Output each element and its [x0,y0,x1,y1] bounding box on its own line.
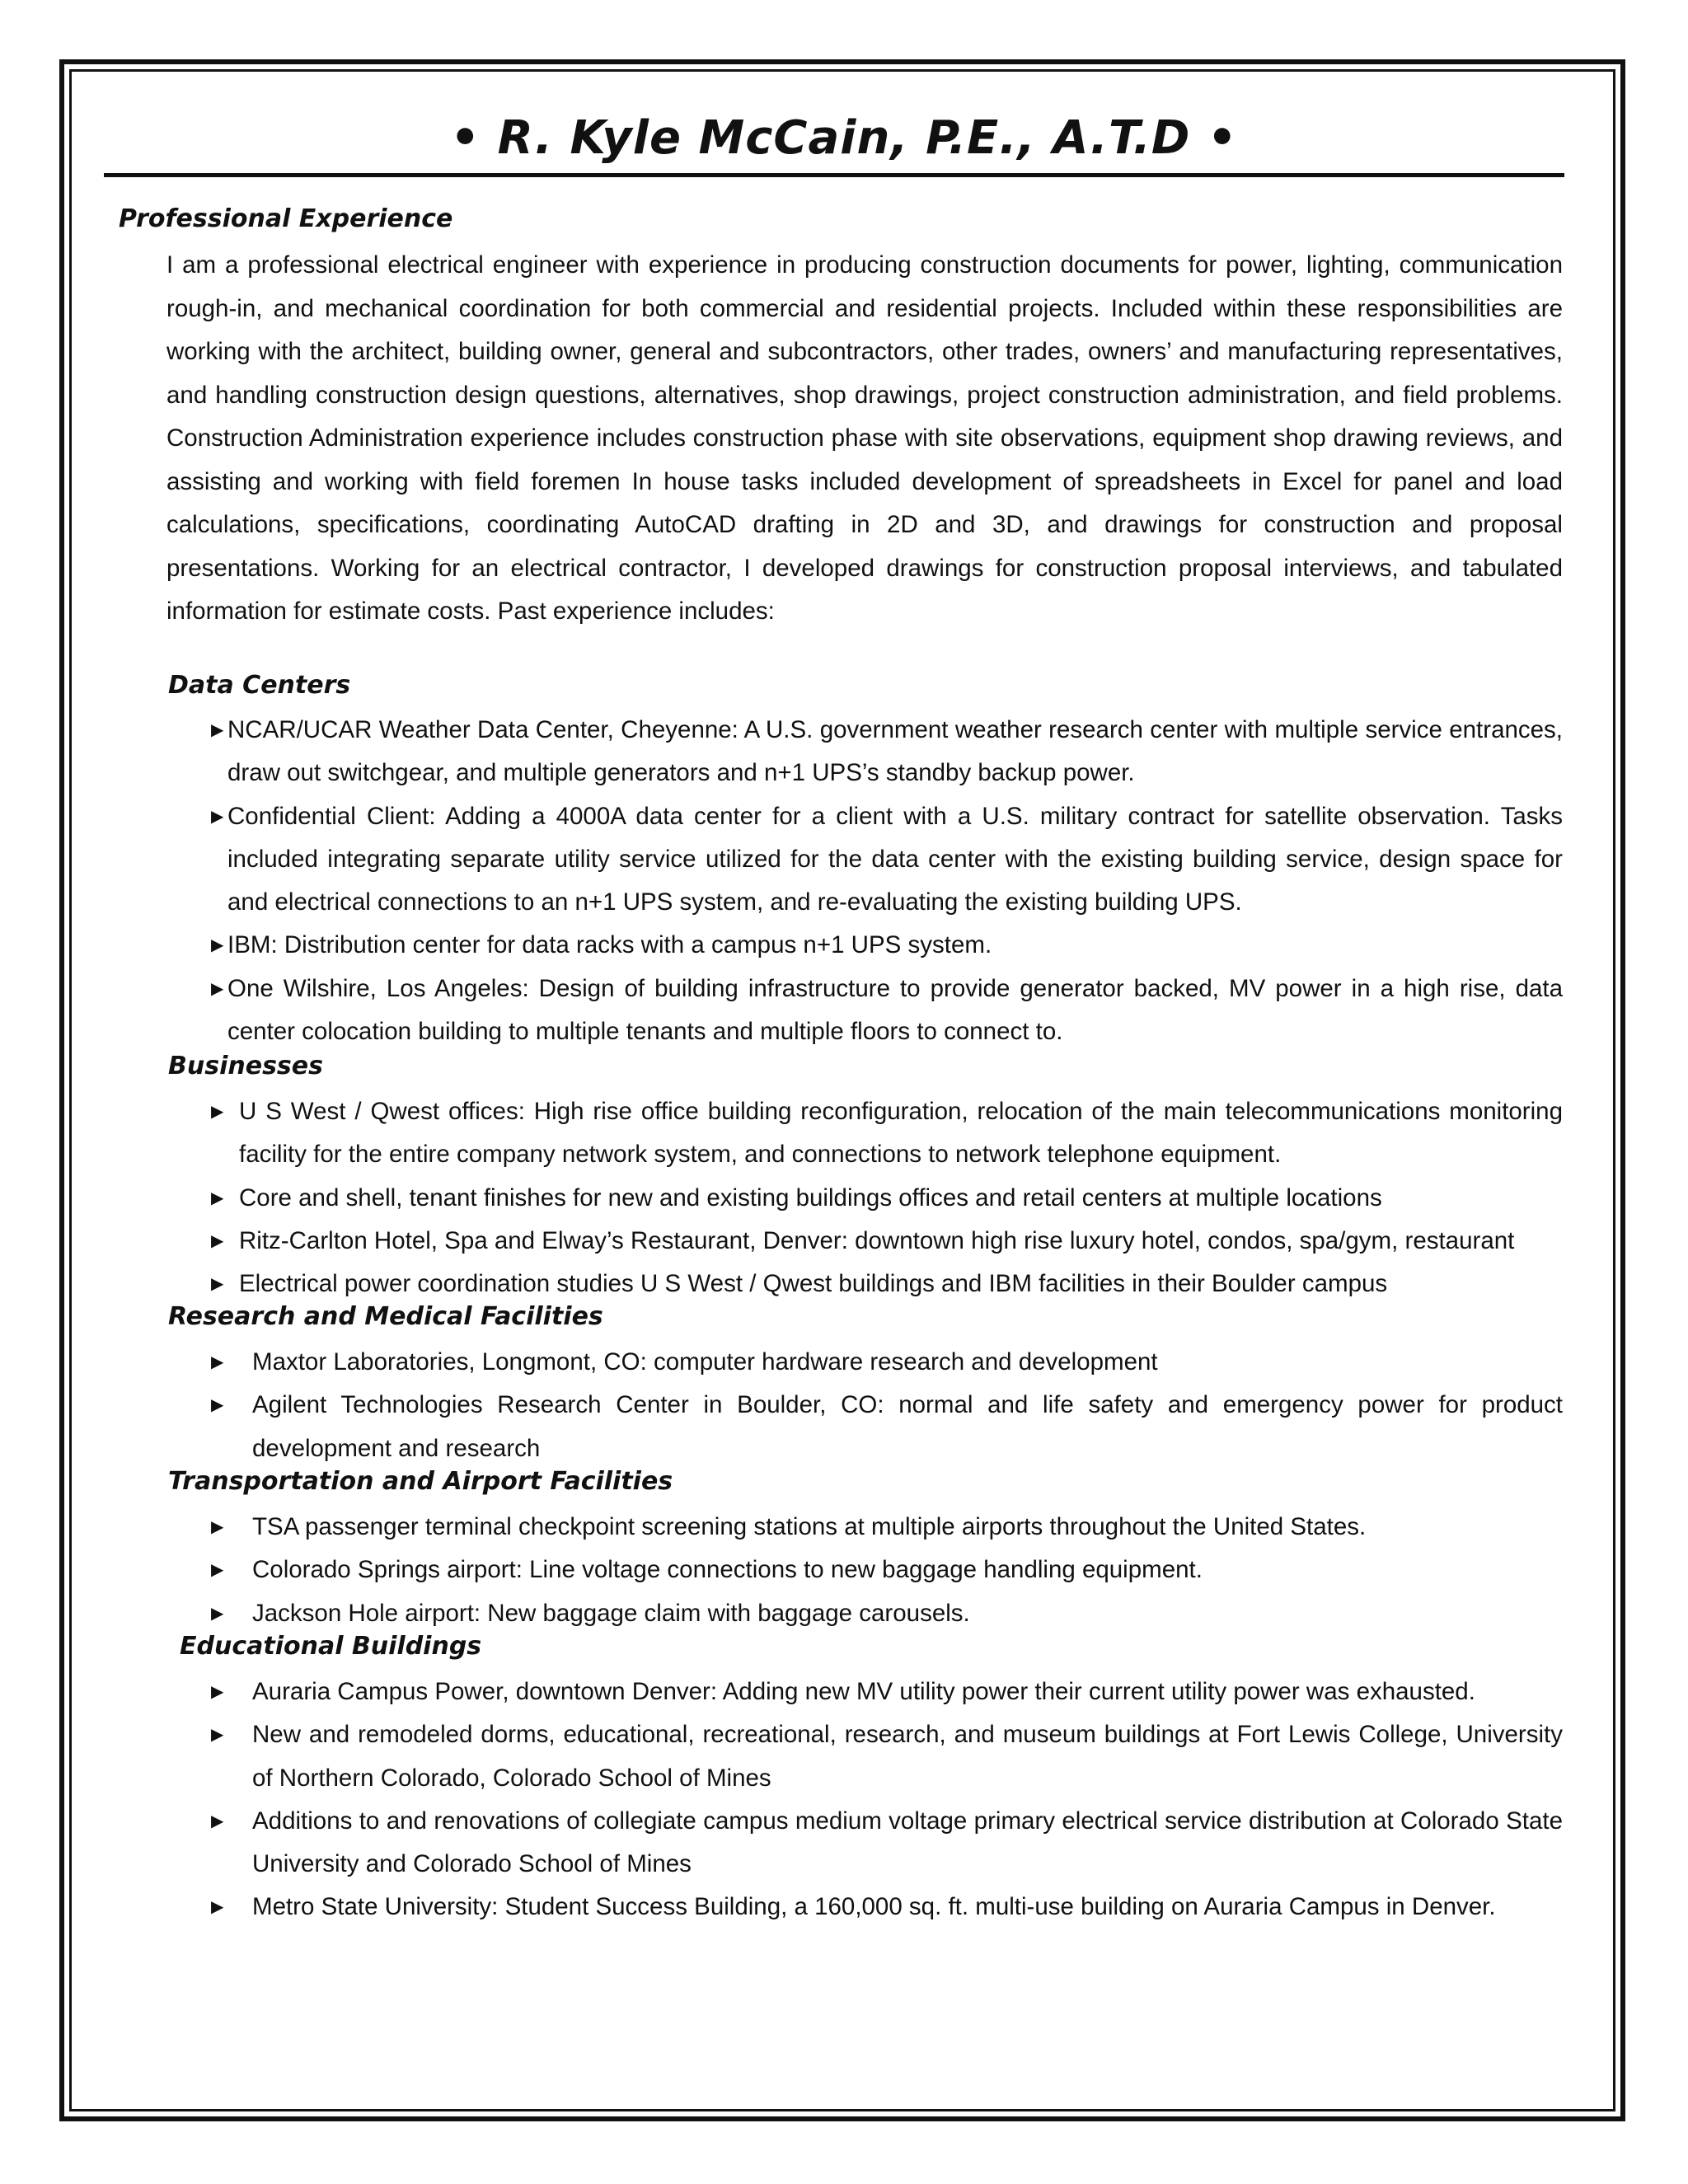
title-underline [104,173,1564,177]
triangle-bullet-icon: ▶ [211,1561,224,1580]
triangle-bullet-icon: ▶ [211,1518,224,1536]
list-item: ▶ Additions to and renovations of collegiate campus medium voltage primary electrical service distribution at Colorado State University and Colorado School of Mines [252,1800,1563,1886]
transportation-list [0,1506,1688,1635]
triangle-bullet-icon: ▶ [211,1811,224,1830]
triangle-bullet-icon: ▶ [211,1103,224,1121]
triangle-bullet-icon: ▶ [211,1604,224,1623]
educational-buildings-list [0,1671,1688,1929]
list-item: ▶ Ritz-Carlton Hotel, Spa and Elway’s Restaurant, Denver: downtown high rise luxury hotel, condos, spa/gym, restaurant [239,1220,1563,1263]
professional-experience-heading: Professional Experience [119,204,453,233]
triangle-bullet-icon: ▶ [211,1726,224,1745]
triangle-bullet-icon: ▶ [211,721,224,739]
businesses-heading: Businesses [168,1052,323,1080]
experience-summary: I am a professional electrical engineer with experience in producing construction documents for power, lighting, communication rough-in, and mechanical coordination for both commercial and residential projects. Included within these responsibilities are working with the architect, building owner, general and subcontractors, other trades, owners’ and manufacturing representatives, and handling construction design questions, alternatives, shop drawings, project construction administration, and field problems. Construction Administration experience includes construction phase with site observations, equipment shop drawing reviews, and assisting and working with field foremen In house tasks included development of spreadsheets in Excel for panel and load calculations, specifications, coordinating AutoCAD drafting in 2D and 3D, and drawings for construction and proposal presentations. Working for an electrical contractor, I developed drawings for construction proposal interviews, and tabulated information for estimate costs. Past experience includes: [166,251,1563,625]
triangle-bullet-icon: ▶ [211,1396,224,1415]
triangle-bullet-icon: ▶ [211,1898,224,1917]
research-medical-heading: Research and Medical Facilities [168,1302,603,1331]
educational-buildings-heading: Educational Buildings [180,1632,482,1661]
resume-name-title: • R. Kyle McCain, P.E., A.T.D • [450,111,1238,165]
list-item: ▶ Core and shell, tenant finishes for new and existing buildings offices and retail centers at multiple locations [239,1177,1563,1220]
list-item: ▶ Jackson Hole airport: New baggage claim with baggage carousels. [252,1592,1563,1635]
triangle-bullet-icon: ▶ [211,936,224,955]
triangle-bullet-icon: ▶ [211,807,224,826]
data-centers-heading: Data Centers [168,671,351,700]
list-item: ▶ NCAR/UCAR Weather Data Center, Cheyenne: A U.S. government weather research center with multiple service entrances, draw out switchgear, and multiple generators and n+1 UPS’s standby backup power. [227,709,1563,795]
list-item: ▶ Maxtor Laboratories, Longmont, CO: computer hardware research and development [252,1341,1563,1384]
list-item: ▶ U S West / Qwest offices: High rise office building reconfiguration, relocation of the main telecommunications monitoring facility for the entire company network system, and connections to network telephone equipment. [239,1090,1563,1177]
triangle-bullet-icon: ▶ [211,1231,224,1250]
list-item: ▶ Metro State University: Student Success Building, a 160,000 sq. ft. multi-use building on Auraria Campus in Denver. [252,1886,1563,1929]
list-item: ▶ Auraria Campus Power, downtown Denver: Adding new MV utility power their current utility power was exhausted. [252,1671,1563,1713]
businesses-list [0,1090,1688,1305]
data-centers-list [0,709,1688,1053]
research-medical-list [0,1341,1688,1470]
list-item: ▶ New and remodeled dorms, educational, recreational, research, and museum buildings at Fort Lewis College, University of Northern Colorado, Colorado School of Mines [252,1713,1563,1800]
transportation-heading: Transportation and Airport Facilities [168,1467,673,1496]
list-item: ▶ IBM: Distribution center for data racks with a campus n+1 UPS system. [227,924,1563,967]
list-item: ▶ Electrical power coordination studies U S West / Qwest buildings and IBM facilities in their Boulder campus [239,1263,1563,1305]
list-item: ▶ Agilent Technologies Research Center in Boulder, CO: normal and life safety and emergency power for product development and research [252,1384,1563,1470]
list-item: ▶ TSA passenger terminal checkpoint screening stations at multiple airports throughout the United States. [252,1506,1563,1549]
triangle-bullet-icon: ▶ [211,1353,224,1371]
list-item: ▶ One Wilshire, Los Angeles: Design of building infrastructure to provide generator backed, MV power in a high rise, data center colocation building to multiple tenants and multiple floors to connect to. [227,968,1563,1054]
triangle-bullet-icon: ▶ [211,1275,224,1294]
triangle-bullet-icon: ▶ [211,1683,224,1701]
triangle-bullet-icon: ▶ [211,1188,224,1207]
list-item: ▶ Colorado Springs airport: Line voltage connections to new baggage handling equipment. [252,1549,1563,1591]
triangle-bullet-icon: ▶ [211,979,224,998]
list-item: ▶ Confidential Client: Adding a 4000A data center for a client with a U.S. military contract for satellite observation. Tasks included integrating separate utility service utilized for the data center with the existing building service, design space for and electrical connections to an n+1 UPS system, and re-evaluating the existing building UPS. [227,795,1563,925]
